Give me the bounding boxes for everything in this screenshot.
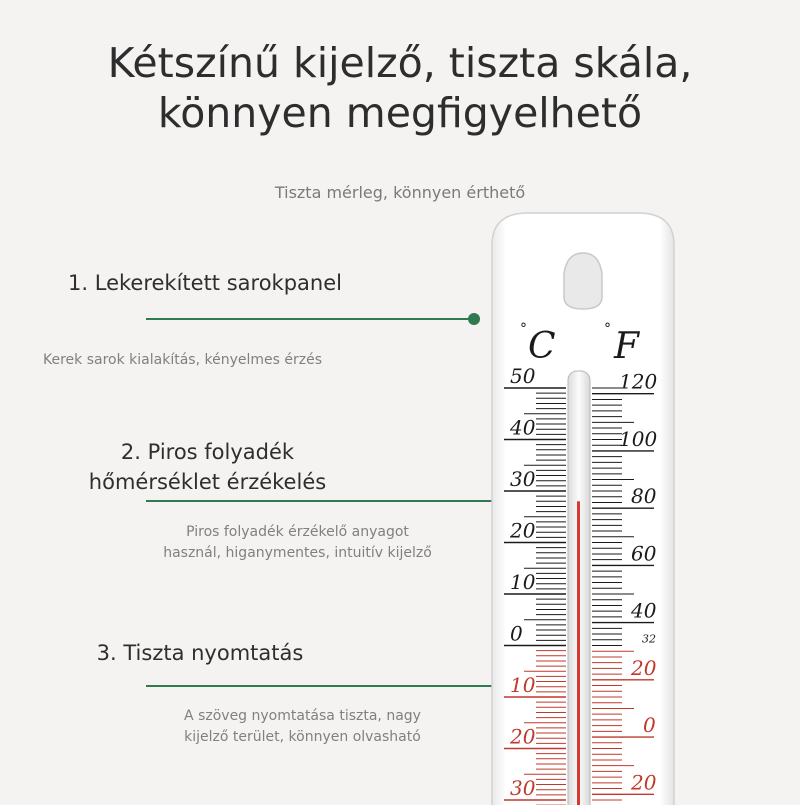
- feature-2-description-line-2: használ, higanymentes, intuitív kijelző: [163, 545, 432, 561]
- celsius-scale-label: 40: [510, 415, 536, 440]
- feature-2-title-line-1: 2. Piros folyadék: [120, 440, 295, 464]
- celsius-scale-label: 0: [510, 621, 523, 646]
- celsius-scale-label: 20: [510, 518, 536, 543]
- celsius-scale-label: 30: [510, 467, 536, 491]
- fahrenheit-degree-symbol: °: [604, 321, 611, 337]
- feature-1-leader-dot: [468, 313, 480, 325]
- feature-2-title-line-2: hőmérséklet érzékelés: [88, 470, 327, 494]
- celsius-scale-label: 10: [510, 673, 536, 697]
- fahrenheit-scale-label: 20: [631, 655, 657, 680]
- celsius-unit-label: C: [528, 326, 556, 367]
- headline-line-1: Kétszínű kijelző, tiszta skála,: [107, 39, 693, 87]
- fahrenheit-scale-label: 40: [631, 598, 657, 623]
- red-liquid-column: [577, 501, 580, 805]
- feature-3-description-line-1: A szöveg nyomtatása tiszta, nagy: [184, 708, 421, 724]
- feature-3-description-line-2: kijelző terület, könnyen olvasható: [184, 729, 421, 745]
- hanging-hole: [564, 253, 602, 309]
- feature-1-description: Kerek sarok kialakítás, kényelmes érzés: [43, 352, 322, 368]
- fahrenheit-scale-label: 80: [631, 484, 657, 509]
- fahrenheit-unit-label: F: [614, 326, 639, 367]
- feature-1-leader-line: [146, 318, 474, 320]
- feature-2-description: [125, 522, 470, 564]
- feature-3-description: [130, 706, 475, 748]
- celsius-scale-label: 50: [510, 364, 536, 388]
- fahrenheit-scale-label: 0: [643, 713, 656, 738]
- feature-1-title: 1. Lekerekített sarokpanel: [68, 271, 342, 295]
- celsius-scale-label: 10: [510, 570, 536, 594]
- celsius-degree-symbol: °: [520, 321, 527, 337]
- feature-3-leader-line: [146, 685, 530, 687]
- feature-3-title: 3. Tiszta nyomtatás: [96, 641, 304, 665]
- headline-line-2: könnyen megfigyelhető: [157, 89, 643, 137]
- fahrenheit-scale-label: 20: [631, 770, 657, 795]
- subtitle: Tiszta mérleg, könnyen érthető: [274, 183, 526, 202]
- thermometer-illustration: [480, 205, 700, 805]
- celsius-scale-label: 20: [510, 724, 536, 749]
- fahrenheit-scale-label: 60: [631, 541, 657, 566]
- feature-2-description-line-1: Piros folyadék érzékelő anyagot: [186, 524, 409, 540]
- fahrenheit-scale-label: 120: [619, 369, 658, 394]
- fahrenheit-scale-label: 100: [619, 426, 658, 451]
- fahrenheit-scale-label: 32: [642, 632, 656, 646]
- feature-2-title: [40, 437, 375, 497]
- headline: [0, 38, 800, 138]
- celsius-scale-label: 30: [510, 776, 536, 800]
